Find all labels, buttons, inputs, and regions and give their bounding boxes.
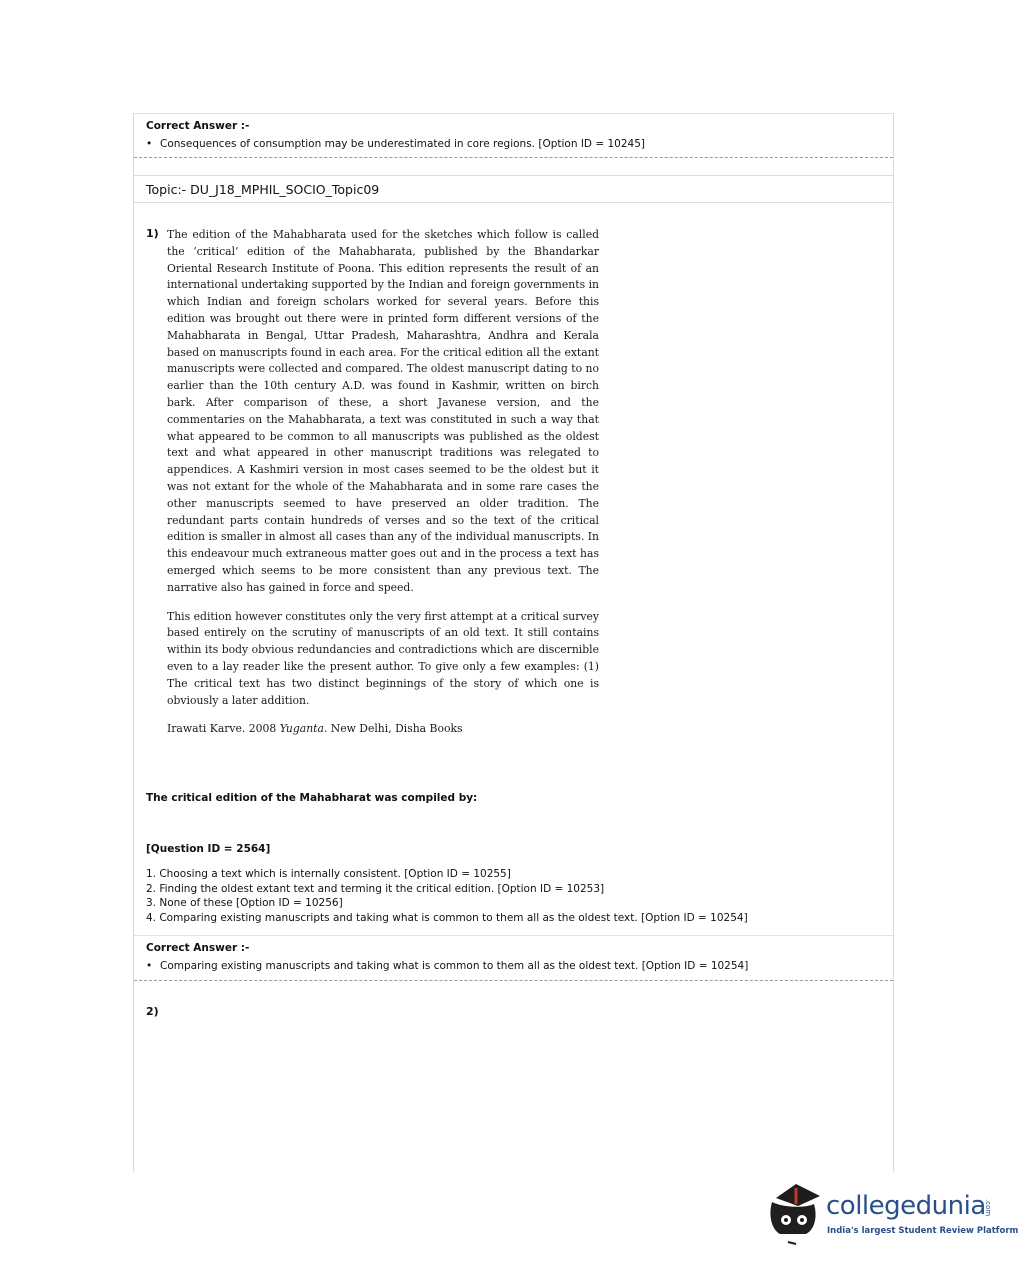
brand-domain: .com: [984, 1199, 992, 1217]
passage-paragraph-1: The edition of the Mahabharata used for the sketches which follow is called the ‘critical’ edition of the Mahabharata, published by the Bhandarkar Oriental Research Institute of Poona. This edition represents the result of an international undertaking supported by the Indian and foreign governments in which Indian and foreign scholars worked for several years. Before this edition was brought out there were in printed form different versions of the Mahabharata in Bengal, Uttar Pradesh, Maharashtra, Andhra and Kerala based on manuscripts found in each area. For the critical edition all the extant manuscripts were collected and compared. The oldest manuscript dating to no earlier than the 10th century A.D. was found in Kashmir, written on birch bark. After comparison of these, a short Javanese version, and the commentaries on the Mahabharata, a text was constituted in such a way that what appeared to be common to all manuscripts was published as the oldest text and what appeared in other manuscript traditions was relegated to appendices. A Kashmiri version in most cases seemed to be the oldest but it was not extant for the whole of the Mahabharata and in some rare cases the other manuscripts seemed to have preserved an older tradition. The redundant parts contain hundreds of verses and so the text of the critical edition is smaller in almost all cases than any of the individual manuscripts. In this endeavour much extraneous matter goes out and in the process a text has emerged which seems to be more consistent than any previous text. The narrative also has gained in force and speed.: [167, 228, 599, 594]
option-item: 4. Comparing existing manuscripts and taking what is common to them all as the oldest text. [Option ID = 10254]: [146, 911, 748, 924]
mascot-icon: [766, 1176, 826, 1248]
passage: [167, 227, 599, 750]
brand-tagline: India's largest Student Review Platform: [827, 1226, 1019, 1236]
option-item: 1. Choosing a text which is internally consistent. [Option ID = 10255]: [146, 868, 511, 880]
passage-citation: Irawati Karve. 2008 Yuganta. New Delhi, Disha Books: [167, 722, 463, 736]
correct-answer: [134, 942, 893, 972]
bullet-icon: •: [146, 138, 153, 150]
brand-name: collegedunia: [826, 1191, 986, 1221]
question-frame: [133, 113, 894, 1172]
correct-answer-heading: Correct Answer :-: [146, 942, 250, 954]
correct-answer-text: • Comparing existing manuscripts and taking what is common to them all as the oldest text. [Option ID = 10254]: [146, 960, 749, 972]
topic-title: Topic:- DU_J18_MPHIL_SOCIO_Topic09: [146, 182, 380, 197]
question-number: 1): [146, 227, 159, 240]
correct-answer-text: • Consequences of consumption may be underestimated in core regions. [Option ID = 10245]: [146, 138, 645, 150]
bullet-icon: •: [146, 960, 153, 972]
options-list: [146, 867, 748, 925]
correct-answer-heading: Correct Answer :-: [146, 120, 250, 132]
option-item: 2. Finding the oldest extant text and terming it the critical edition. [Option ID = 10253]: [146, 882, 605, 895]
question-number: 2): [146, 1005, 159, 1018]
topic-bar: [134, 175, 893, 203]
question-id: [Question ID = 2564]: [146, 843, 271, 855]
option-item: 3. None of these [Option ID = 10256]: [146, 897, 343, 910]
passage-paragraph-2: This edition however constitutes only the very first attempt at a critical survey based entirely on the scrutiny of manuscripts of an old text. It still contains within its body obvious redundancies and contradictions which are discernible even to a lay reader like the present author. To give only a few examples: (1) The critical text has two distinct beginnings of the story of which one is obviously a later addition.: [167, 609, 599, 707]
dashed-separator: [134, 157, 893, 158]
dashed-separator: [134, 980, 893, 981]
answer-separator: [134, 935, 893, 936]
previous-correct-answer: [134, 120, 893, 150]
question-text: The critical edition of the Mahabharat was compiled by:: [146, 792, 478, 804]
